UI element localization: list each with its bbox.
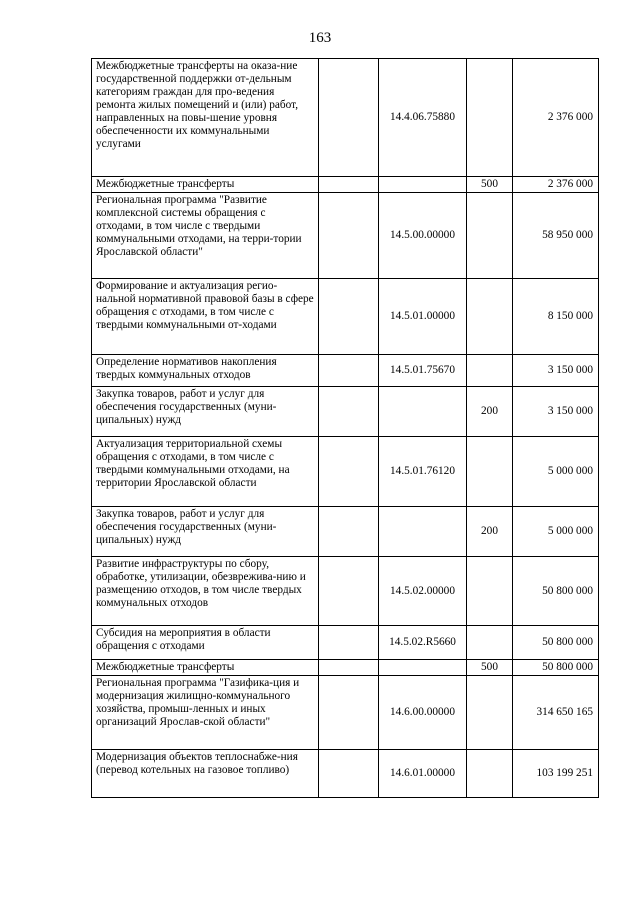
row-name: Развитие инфраструктуры по сбору, обработке, утилизации, обезврежива-нию и размещению отходов, в том числе твердых коммунальных отходов xyxy=(92,557,319,626)
row-name: Формирование и актуализация регио-нальной нормативной правовой базы в сфере обращения с отходами, в том числе с твердыми коммунальными от-ходами xyxy=(92,279,319,355)
row-kvr xyxy=(467,193,513,279)
table-row xyxy=(92,507,599,557)
row-kvr xyxy=(467,59,513,177)
row-code: 14.5.01.76120 xyxy=(379,437,467,507)
row-amount: 50 800 000 xyxy=(513,626,599,660)
row-amount: 103 199 251 xyxy=(513,750,599,798)
row-amount: 58 950 000 xyxy=(513,193,599,279)
row-name: Модернизация объектов теплоснабже-ния (перевод котельных на газовое топливо) xyxy=(92,750,319,798)
row-amount: 50 800 000 xyxy=(513,660,599,676)
row-kvr xyxy=(467,557,513,626)
table-row xyxy=(92,750,599,798)
table-row xyxy=(92,193,599,279)
row-empty-cell xyxy=(319,355,379,387)
row-amount: 3 150 000 xyxy=(513,355,599,387)
row-amount: 5 000 000 xyxy=(513,437,599,507)
budget-table xyxy=(91,58,599,798)
table-row xyxy=(92,355,599,387)
table-row xyxy=(92,626,599,660)
row-kvr: 500 xyxy=(467,660,513,676)
row-name: Межбюджетные трансферты на оказа-ние государственной поддержки от-дельным категориям граждан для про-ведения ремонта жилых помещений и (или) работ, направленных на повы-шение уровня обеспеченности их коммунальными услугами xyxy=(92,59,319,177)
row-name: Закупка товаров, работ и услуг для обеспечения государственных (муни-ципальных) нужд xyxy=(92,387,319,437)
row-code: 14.5.01.00000 xyxy=(379,279,467,355)
row-amount: 314 650 165 xyxy=(513,676,599,750)
row-kvr xyxy=(467,676,513,750)
row-code xyxy=(379,660,467,676)
row-amount: 50 800 000 xyxy=(513,557,599,626)
row-name: Субсидия на мероприятия в области обращения с отходами xyxy=(92,626,319,660)
row-kvr xyxy=(467,626,513,660)
row-empty-cell xyxy=(319,676,379,750)
table-row xyxy=(92,279,599,355)
row-code: 14.6.01.00000 xyxy=(379,750,467,798)
row-code: 14.6.00.00000 xyxy=(379,676,467,750)
row-kvr xyxy=(467,279,513,355)
row-code xyxy=(379,507,467,557)
row-empty-cell xyxy=(319,59,379,177)
table-row xyxy=(92,59,599,177)
row-code: 14.5.00.00000 xyxy=(379,193,467,279)
row-kvr: 500 xyxy=(467,177,513,193)
row-name: Актуализация территориальной схемы обращения с отходами, в том числе с твердыми коммунальными отходами, на территории Ярославской области xyxy=(92,437,319,507)
row-empty-cell xyxy=(319,507,379,557)
row-empty-cell xyxy=(319,626,379,660)
row-empty-cell xyxy=(319,750,379,798)
row-kvr xyxy=(467,750,513,798)
row-kvr xyxy=(467,437,513,507)
row-name: Определение нормативов накопления твердых коммунальных отходов xyxy=(92,355,319,387)
row-empty-cell xyxy=(319,279,379,355)
table-row xyxy=(92,676,599,750)
row-amount: 2 376 000 xyxy=(513,177,599,193)
row-name: Региональная программа "Развитие комплексной системы обращения с отходами, в том числе с твердыми коммунальными отходами, на терри-тории Ярославской области" xyxy=(92,193,319,279)
row-empty-cell xyxy=(319,660,379,676)
row-code xyxy=(379,177,467,193)
table-row xyxy=(92,660,599,676)
row-name: Закупка товаров, работ и услуг для обеспечения государственных (муни-ципальных) нужд xyxy=(92,507,319,557)
row-code: 14.5.01.75670 xyxy=(379,355,467,387)
table-row xyxy=(92,557,599,626)
row-amount: 5 000 000 xyxy=(513,507,599,557)
table-row xyxy=(92,437,599,507)
row-code: 14.5.02.R5660 xyxy=(379,626,467,660)
page-number: 163 xyxy=(308,30,332,46)
row-code xyxy=(379,387,467,437)
row-name: Региональная программа "Газифика-ция и модернизация жилищно-коммунального хозяйства, промыш-ленных и иных организаций Ярослав-ской области" xyxy=(92,676,319,750)
row-amount: 8 150 000 xyxy=(513,279,599,355)
row-name: Межбюджетные трансферты xyxy=(92,177,319,193)
row-code: 14.5.02.00000 xyxy=(379,557,467,626)
row-kvr xyxy=(467,355,513,387)
row-empty-cell xyxy=(319,437,379,507)
row-empty-cell xyxy=(319,193,379,279)
row-empty-cell xyxy=(319,387,379,437)
table-row xyxy=(92,387,599,437)
row-name: Межбюджетные трансферты xyxy=(92,660,319,676)
row-empty-cell xyxy=(319,177,379,193)
row-kvr: 200 xyxy=(467,507,513,557)
row-code: 14.4.06.75880 xyxy=(379,59,467,177)
row-empty-cell xyxy=(319,557,379,626)
row-kvr: 200 xyxy=(467,387,513,437)
row-amount: 3 150 000 xyxy=(513,387,599,437)
row-amount: 2 376 000 xyxy=(513,59,599,177)
table-row xyxy=(92,177,599,193)
